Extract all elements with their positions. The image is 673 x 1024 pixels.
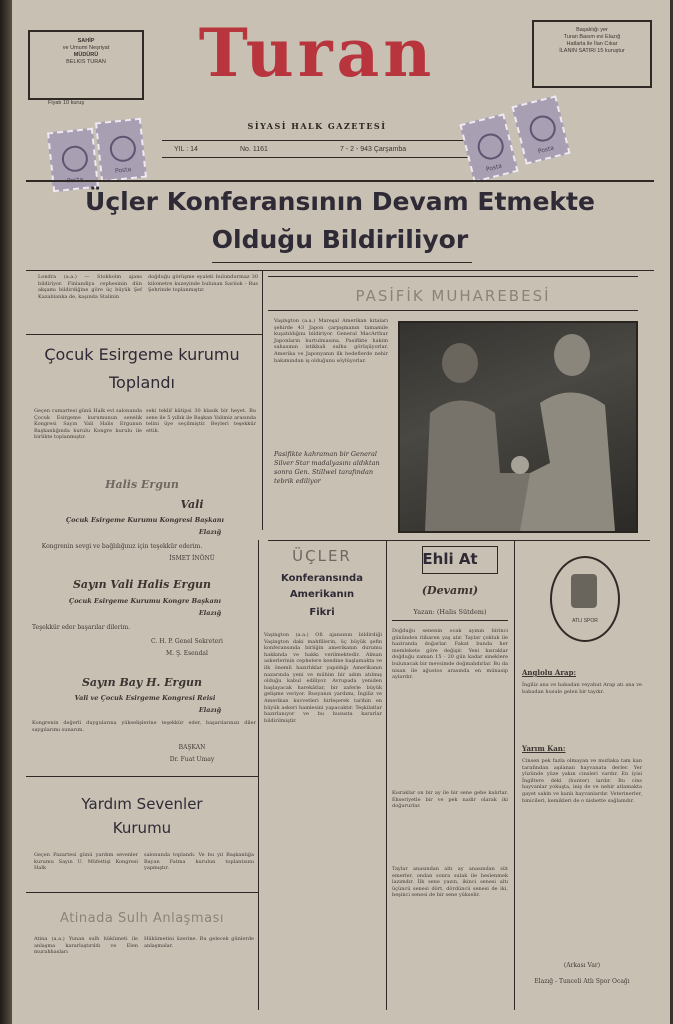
owner-box: [28, 30, 144, 100]
emblem-label: ATLI SPOR: [572, 618, 598, 624]
owner-line: MÜDÜRÜ: [73, 52, 99, 58]
year-label: YIL : 14: [174, 146, 198, 153]
ehli-at-para3: Taylar anasından altı ay anasından süt emerler, ondan sonra sulak ile beslenmek lazımdır. İlk sene yazın, ikinci senesi altı üçüncü senesi dört, dördüncü senesi de iki, beşinci senesi de bir sene yükselir.: [392, 866, 508, 899]
yarim-heading: Yarım Kan:: [522, 744, 566, 753]
stamp-label: Posta: [537, 144, 555, 156]
stamp-label: Posta: [114, 166, 132, 175]
subscription-line: Turan Basım evi Elazığ: [563, 34, 621, 40]
telegram-sender: Halis Ergun: [105, 478, 179, 491]
issue-label: No. 1161: [240, 146, 268, 153]
atina-body-left: Atina (a.a.) Yunan sulh hükümeti ile anlaşma kararlaştırıldı ve Elen murahhasları: [34, 936, 138, 956]
ehli-at-byline: Yazan: (Halis Sütdem): [413, 608, 487, 616]
reply-sign1: C. H. P. Genel Sekreteri: [151, 638, 223, 645]
pasifik-caption: Pasifikte kahraman bir General Silver Star madalyasını aldıktan sonra Gen. Stillwel tarafından tebrik ediliyor: [274, 450, 380, 485]
second-role: Vali ve Çocuk Esirgeme Kongresi Reisi: [74, 694, 216, 702]
pasifik-title: PASİFİK MUHAREBESİ: [355, 287, 551, 305]
atli-spor-emblem-icon: [550, 556, 620, 642]
postage-stamp: [95, 118, 147, 182]
atina-body-right: Hükümetini üzerine. Bu gelecek günlerde anlaşmalar.: [144, 936, 254, 949]
ehli-at-para1: Doğduğu senenin ocak ayının birinci gününden itibaren yaş alır. Taylar çokluk ile haziranda doğarlar. Fakat bunda her memlekete göre değişir. Yeni kısraklar doğduğu zaman 15 - 20 gün kadar sineklere bulunacak bir mevsimde doğmalıdırlar. Bu da nisan ile ağustos arasında en münasip aylardır.: [392, 628, 508, 681]
stamp-seal-icon: [527, 113, 559, 145]
reply-city: Elazığ: [198, 609, 222, 617]
main-headline-line2: Olduğu Bildiriliyor: [211, 225, 469, 254]
subscription-line: Başalılığı yer: [576, 27, 608, 33]
second-sign-role: BAŞKAN: [178, 744, 206, 751]
owner-line: ve Umumi Neşriyat: [62, 45, 110, 51]
subscription-line: İLANIN SATIRI 15 kuruştur: [559, 48, 625, 54]
second-city: Elazığ: [198, 706, 222, 714]
pasifik-body: Vaşington (a.a.) Mareşal Amerikan kıtaları şehirde 43 Japon çarpışmanın tamamile kuşatıldığını bildiriyor. General MacArthur Japonların kurtulmasına, Pasifikte hakim sahasının istikbali sulhu görüşüyorlar. Amerika ve Japonyanın ilk hedeflerde nehir bakımından iş olduğunu söylüyorlar.: [274, 318, 388, 364]
cocuk-body-right: seki teklif kâtipsi 30 klasik bir heyet. Bu sene ile 5 yıllık ile Başkan Valimiz arasında telini üye seçilmiştir. Beyleri teşekkür ettik.: [146, 408, 256, 434]
ucler-subtitle-line2: Amerikanın: [289, 589, 355, 600]
cocuk-title-line1: Çocuk Esirgeme kurumu: [44, 345, 240, 364]
arap-body: İngiliz ana ve babadan veyahut Arap atı ana ve babadan husule gelen bir taydır.: [522, 682, 642, 695]
date-label: 7 - 2 - 943 Çarşamba: [340, 146, 407, 153]
newspaper-page: [12, 0, 670, 1024]
reply-body: Teşekkür eder başarılar dilerim.: [32, 624, 131, 631]
handshake-photo-icon: [400, 323, 636, 531]
reply-role: Çocuk Esirgeme Kurumu Kongre Başkanı: [69, 597, 221, 605]
atina-title: Atinada Sulh Anlaşması: [60, 911, 224, 926]
newspaper-title: Turan: [198, 14, 436, 92]
yardim-title-line1: Yardım Sevenler: [81, 795, 203, 813]
second-body: Kongrenin değerli duygularına yükselişlerine teşekkür eder, başarılarınızı diler saygılarımı sunarım.: [32, 720, 256, 733]
arkasi-var: (Arkası Var): [563, 962, 601, 969]
owner-line: SAHİP: [77, 38, 95, 44]
ucler-body: Vaşington (a.a.) Ofi ajansının bildirdiği Vaşington daki mahfillerin, üç büyük şefin konferansında birliğin amerikanın durumu hakkında ve hakkı verilmektedir. Alman askerlerinin cephelere kendine başlamakta ve ilk önemli hazırlıklar yapıldığı Amerikanın nazarında yeni ve mühim bir adım atılmış olduğu kabul ediliyor. Avrupada yeniden başlayacak harekâtlar, bir zaferle büyük gelişme veriyor. Rusyanın yardımı, İngiliz ve Amerikan kuvvetleri birleşerek tarihin en büyük askeri hamlesini yapacaktır. Teşkilatlar hazırlanıyor ve bu hususta kararlar bildirilmiştir.: [264, 632, 382, 724]
cocuk-body-left: Geçen cumartesi günü Halk evi salonunda Çocuk Esirgeme kurumunun senelik Kongresi Sayın Vali Halis Ergunun Başkanlığında kurulu Kongre kurulu ile birlikte toplanmıştır.: [34, 408, 142, 441]
subscription-box: [532, 20, 652, 88]
ucler-title: ÜÇLER: [292, 547, 352, 565]
ucler-subtitle-line3: Fikri: [309, 607, 335, 618]
stamp-seal-icon: [61, 145, 90, 174]
telegram-sign: İSMET İNÖNÜ: [169, 555, 215, 562]
postage-stamp: [511, 95, 570, 164]
price-label: Fiyatı 10 kuruş: [48, 100, 85, 106]
owner-line: BELKIS TURAN: [66, 59, 106, 65]
stamp-label: Posta: [485, 162, 503, 174]
reply-sign2: M. Ş. Esendal: [166, 650, 208, 657]
ehli-at-para2: Kısraklar on bir ay ile bir sene gebe kalırlar. Ekseriyetle bir ve pek nadir olarak iki doğururlar.: [392, 790, 508, 810]
yardim-body-left: Geçen Pazartesi günü yardım sevenler kurumu Sayın U. Müfettişi Kongresi Halk: [34, 852, 138, 872]
telegram-title: Vali: [180, 498, 204, 511]
yardim-title-line2: Kurumu: [112, 819, 172, 837]
cocuk-title-line2: Toplandı: [109, 373, 175, 392]
binding-spine: [0, 0, 12, 1024]
reply-heading: Sayın Vali Halis Ergun: [72, 578, 212, 591]
telegram-city: Elazığ: [198, 528, 222, 536]
telegram-role: Çocuk Esirgeme Kurumu Kongresi Başkanı: [65, 516, 224, 524]
ehli-at-title: Ehli At: [422, 550, 478, 568]
handshake-photo: [398, 321, 638, 533]
stamp-seal-icon: [475, 131, 507, 163]
postage-stamp: [47, 128, 99, 192]
postage-stamp: [459, 113, 518, 182]
ehli-at-sign: Elazığ - Tunceli Atlı Spor Ocağı: [534, 978, 630, 985]
arap-heading: Anglolu Arap:: [522, 668, 577, 677]
headline-intro-left: Londra (a.a.) — Stokholm ajans bildiriyor. Finlandiya cephesinin dün akşamı bildirdiğine göre üç büyük Şef Kazablanka de, kaşında Stalinin: [38, 274, 142, 300]
newspaper-subtitle: SİYASİ HALK GAZETESİ: [247, 121, 387, 131]
second-sign-name: Dr. Fuat Umay: [169, 756, 215, 763]
ucler-subtitle-line1: Konferansında: [281, 573, 363, 584]
main-headline-line1: Üçler Konferansının Devam Etmekte: [85, 187, 595, 216]
yardim-body-right: salonunda toplandı. Ve bu yıl Başkanlığa Bayan Fatma kurulun toplantısını yapmıştır.: [144, 852, 254, 872]
subscription-line: Hatlarla ile İlan Cıkar: [566, 41, 618, 47]
second-heading: Sayın Bay H. Ergun: [81, 676, 203, 689]
stamp-seal-icon: [109, 135, 138, 164]
headline-intro-right: doğduğu görüşme eyaleti bulundurmaz 30 kilometre kuzeyinde bulunan Sariiok - Rus Şehrinde toplanmıştır.: [148, 274, 258, 294]
yarim-body: Cinsen pek fazla olmayan ve mutlaka tam kan tarafından aşılanan hayvanata derler. Yer yüzünde yüze yakın cinsleri vardır. En iyisi İngiltere deki (hunter) lardır. Bu cins hayvanlar yokuşta, iniş de ve nehir atlamakta gayet sakin ve kanlı hayvanlardır. Veterinerler, binicileri, kemikleri de o nisbette sağlamdır.: [522, 758, 642, 804]
ehli-at-continued: (Devamı): [421, 584, 479, 597]
telegram-body: Kongrenin sevgi ve bağlılığınız için teşekkür ederim.: [41, 543, 203, 550]
